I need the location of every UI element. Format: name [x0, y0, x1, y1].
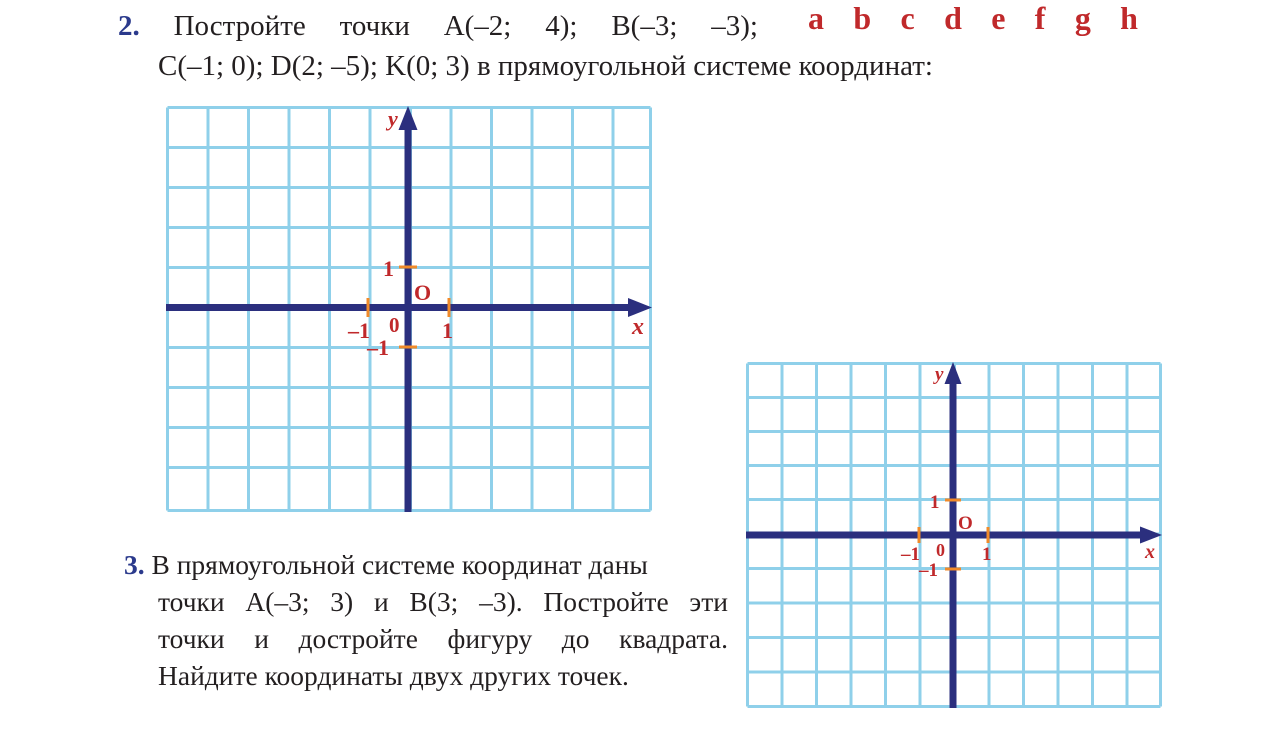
letter-row	[808, 0, 1138, 37]
task3-word: до	[561, 623, 590, 654]
tick-label-y-neg: –1	[919, 560, 938, 581]
letter: c	[900, 0, 915, 36]
tick-label-x-neg: –1	[348, 318, 370, 343]
y-axis-label: y	[935, 364, 944, 385]
tick-label-y-pos: 1	[930, 492, 940, 513]
task3-word: A(–3;	[245, 586, 310, 617]
origin-label: O	[414, 280, 432, 305]
task2-word: B(–3;	[611, 10, 678, 42]
task2-number: 2.	[118, 10, 140, 42]
letter: f	[1034, 0, 1046, 36]
letter: d	[944, 0, 962, 36]
tick-label-y-neg: –1	[367, 335, 389, 360]
task3-line4: Найдите координаты двух других точек.	[158, 660, 629, 691]
zero-label: 0	[936, 540, 945, 560]
zero-label: 0	[389, 313, 400, 337]
tick-label-y-pos: 1	[383, 256, 394, 281]
task3-text: В прямоугольной системе координат даны	[151, 549, 648, 580]
origin-label: O	[958, 513, 973, 534]
letter: g	[1074, 0, 1091, 36]
task2-word: точки	[339, 10, 410, 42]
task3-word: точки	[158, 623, 225, 654]
letter: e	[991, 0, 1006, 36]
tick-label-x-pos: 1	[442, 318, 453, 343]
task3-line3	[158, 620, 728, 657]
letter: b	[853, 0, 872, 36]
task3-word: 3)	[330, 586, 354, 617]
x-axis-label: x	[632, 314, 644, 340]
tick-label-x-pos: 1	[982, 544, 992, 565]
letter: h	[1120, 0, 1138, 36]
task3-word: и	[373, 586, 389, 617]
letter: a	[808, 0, 824, 36]
coordinate-grid-2[interactable]	[746, 362, 1162, 708]
tick-label-x-neg: –1	[901, 544, 920, 565]
task3-word: и	[254, 623, 269, 654]
coordinate-grid-1[interactable]	[166, 106, 652, 512]
task3-word: B(3;	[409, 586, 459, 617]
x-axis-label: x	[1145, 541, 1155, 563]
task3-word: эти	[689, 586, 728, 617]
task3-word: Постройте	[543, 586, 669, 617]
task3-word: фигуру	[447, 623, 533, 654]
task3-word: –3).	[479, 586, 523, 617]
task3-word: достройте	[298, 623, 418, 654]
task2-word: 4);	[545, 10, 578, 42]
task2-word: –3);	[711, 10, 758, 42]
task2-line2: C(–1; 0); D(2; –5); K(0; 3) в прямоугольной системе координат:	[158, 50, 933, 82]
task2-line1	[118, 10, 758, 43]
y-axis-label: y	[388, 106, 398, 131]
task3	[124, 546, 728, 694]
task3-number: 3.	[124, 549, 145, 580]
task2-word: A(–2;	[443, 10, 512, 42]
task3-line1	[124, 546, 728, 583]
task2-word: Постройте	[173, 10, 306, 42]
task3-line2	[158, 583, 728, 620]
task3-word: точки	[158, 586, 225, 617]
task3-word: квадрата.	[619, 623, 728, 654]
